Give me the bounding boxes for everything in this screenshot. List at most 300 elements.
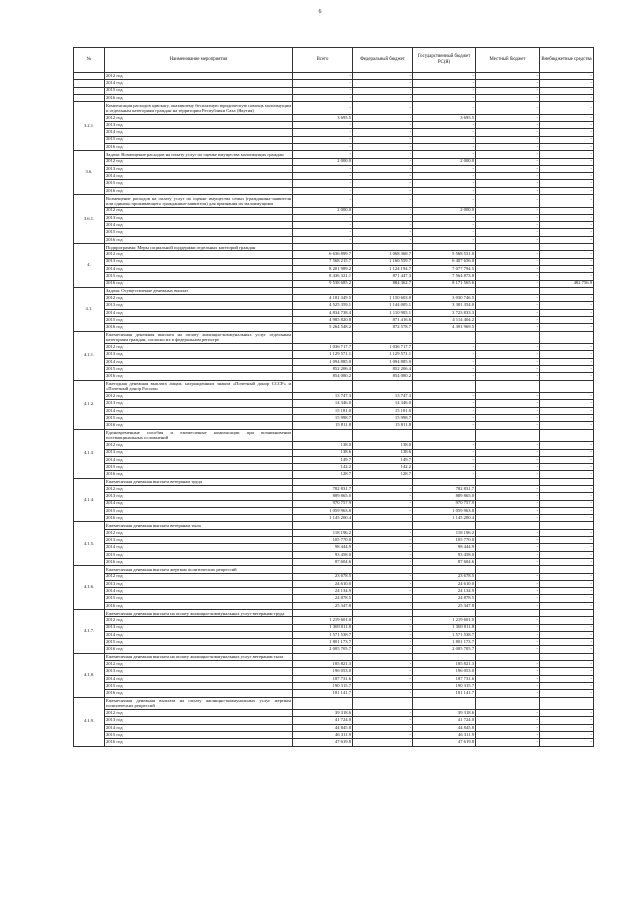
table-row	[74, 617, 594, 624]
year-cell: 2015 год	[105, 229, 293, 236]
year-cell: 2013 год	[105, 537, 293, 544]
state-cell: -	[413, 187, 476, 194]
col-header-total: Всего	[293, 48, 353, 73]
extrabudget-cell: -	[540, 344, 594, 351]
local-cell: -	[476, 114, 540, 121]
local-cell	[476, 287, 540, 294]
local-cell	[476, 566, 540, 573]
extrabudget-cell: -	[540, 302, 594, 309]
state-cell	[413, 331, 476, 344]
total-cell: -	[293, 122, 353, 129]
total-cell: 15 181.0	[293, 407, 353, 414]
extrabudget-cell: -	[540, 214, 594, 221]
table-section-row	[74, 195, 594, 208]
row-number-cell: 4.1.8.	[74, 653, 105, 697]
local-cell: -	[476, 690, 540, 697]
table-row	[74, 732, 594, 739]
total-cell: 2 000.0	[293, 207, 353, 214]
state-cell: -	[413, 73, 476, 80]
table-row	[74, 316, 594, 323]
row-number-cell: 4.1.3.	[74, 429, 105, 478]
total-cell: 47 619.8	[293, 739, 353, 746]
local-cell: -	[476, 180, 540, 187]
table-section-row	[74, 331, 594, 344]
federal-cell: -	[353, 507, 413, 514]
state-cell: -	[413, 464, 476, 471]
table-section-row	[74, 478, 594, 485]
local-cell	[476, 522, 540, 529]
extrabudget-cell: -	[540, 222, 594, 229]
state-cell: 6 407 656.0	[413, 258, 476, 265]
year-cell: 2012 год	[105, 442, 293, 449]
extrabudget-cell: -	[540, 229, 594, 236]
table-row	[74, 407, 594, 414]
local-cell	[476, 610, 540, 617]
extrabudget-cell: -	[540, 316, 594, 323]
extrabudget-cell: -	[540, 114, 594, 121]
year-cell: 2013 год	[105, 400, 293, 407]
state-cell: -	[413, 393, 476, 400]
local-cell: -	[476, 544, 540, 551]
state-cell: -	[413, 422, 476, 429]
year-cell: 2016 год	[105, 515, 293, 522]
row-number-cell	[74, 80, 105, 87]
federal-cell: 872 578.7	[353, 324, 413, 331]
state-cell: 181 141.7	[413, 690, 476, 697]
table-row	[74, 324, 594, 331]
year-cell: 2012 год	[105, 529, 293, 536]
local-cell: -	[476, 515, 540, 522]
total-cell	[293, 244, 353, 251]
total-cell: 149.7	[293, 456, 353, 463]
federal-cell: -	[353, 739, 413, 746]
table-row	[74, 87, 594, 94]
extrabudget-cell: -	[540, 258, 594, 265]
total-cell: 190 315.7	[293, 682, 353, 689]
local-cell: -	[476, 682, 540, 689]
state-cell: 39 318.6	[413, 710, 476, 717]
total-cell: 105 770.0	[293, 537, 353, 544]
federal-cell: 884 362.7	[353, 280, 413, 287]
federal-cell: 1 129 571.1	[353, 351, 413, 358]
local-cell: -	[476, 324, 540, 331]
table-row	[74, 165, 594, 172]
table-row	[74, 373, 594, 380]
federal-cell: -	[353, 94, 413, 101]
table-row	[74, 471, 594, 478]
local-cell: -	[476, 187, 540, 194]
year-cell: 2013 год	[105, 580, 293, 587]
extrabudget-cell: -	[540, 295, 594, 302]
local-cell: -	[476, 102, 540, 115]
total-cell: 1 369 011.8	[293, 624, 353, 631]
activity-name-cell: Единовременные пособия и ежемесячные компенсации при возникновении поствакцинальных осложнений	[106, 430, 291, 441]
local-cell: -	[476, 602, 540, 609]
federal-cell: -	[353, 195, 413, 208]
year-cell: 2016 год	[105, 94, 293, 101]
federal-cell: 138.6	[353, 449, 413, 456]
federal-cell: -	[353, 631, 413, 638]
extrabudget-cell: -	[540, 195, 594, 208]
extrabudget-cell: -	[540, 456, 594, 463]
federal-cell: -	[353, 595, 413, 602]
extrabudget-cell: -	[540, 515, 594, 522]
extrabudget-cell	[540, 478, 594, 485]
table-row	[74, 675, 594, 682]
table-row	[74, 710, 594, 717]
row-number-cell: 4.1.5.	[74, 522, 105, 566]
state-cell: 187 731.6	[413, 675, 476, 682]
year-cell: 2013 год	[105, 165, 293, 172]
local-cell: -	[476, 366, 540, 373]
table-row	[74, 302, 594, 309]
local-cell: -	[476, 739, 540, 746]
activity-name-cell: Задача: Осуществление денежных выплат	[105, 287, 293, 294]
year-cell: 2015 год	[105, 316, 293, 323]
year-cell: 2014 год	[105, 222, 293, 229]
state-cell: 1 801 173.7	[413, 639, 476, 646]
local-cell: -	[476, 442, 540, 449]
year-cell: 2014 год	[105, 80, 293, 87]
total-cell: -	[293, 180, 353, 187]
year-cell: 2013 год	[105, 493, 293, 500]
extrabudget-cell: -	[540, 393, 594, 400]
local-cell: -	[476, 80, 540, 87]
extrabudget-cell: -	[540, 717, 594, 724]
total-cell	[293, 522, 353, 529]
state-cell	[413, 380, 476, 393]
total-cell: 1 219 601.0	[293, 617, 353, 624]
state-cell: 3 030 746.5	[413, 295, 476, 302]
state-cell: -	[413, 214, 476, 221]
local-cell: -	[476, 136, 540, 143]
total-cell: -	[293, 136, 353, 143]
extrabudget-cell: -	[540, 595, 594, 602]
federal-cell	[353, 522, 413, 529]
local-cell: -	[476, 507, 540, 514]
federal-cell: -	[353, 661, 413, 668]
total-cell: 23 678.5	[293, 573, 353, 580]
table-section-row	[74, 287, 594, 294]
year-cell: 2014 год	[105, 265, 293, 272]
total-cell: 15 811.8	[293, 422, 353, 429]
state-cell: -	[413, 180, 476, 187]
activity-name-cell: Подпрограмма: Меры социальной поддержки отдельных категорий граждан	[105, 244, 293, 251]
federal-cell: -	[353, 187, 413, 194]
table-row	[74, 464, 594, 471]
year-cell: 2012 год	[105, 486, 293, 493]
year-cell: 2012 год	[105, 158, 293, 165]
state-cell	[413, 566, 476, 573]
local-cell: -	[476, 73, 540, 80]
table-row	[74, 129, 594, 136]
state-cell: -	[413, 229, 476, 236]
extrabudget-cell: -	[540, 173, 594, 180]
federal-cell: -	[353, 129, 413, 136]
extrabudget-cell	[540, 697, 594, 710]
total-cell: 185 821.3	[293, 661, 353, 668]
extrabudget-cell: -	[540, 129, 594, 136]
table-row	[74, 344, 594, 351]
local-cell: -	[476, 265, 540, 272]
table-row	[74, 229, 594, 236]
local-cell: -	[476, 422, 540, 429]
federal-cell: -	[353, 229, 413, 236]
state-cell: 93 458.0	[413, 551, 476, 558]
table-row	[74, 558, 594, 565]
state-cell	[413, 244, 476, 251]
total-cell: 6 636 899.7	[293, 251, 353, 258]
local-cell	[476, 653, 540, 660]
page-number: 6	[318, 9, 322, 15]
state-cell: 8 171 565.6	[413, 280, 476, 287]
extrabudget-cell	[540, 610, 594, 617]
table-row	[74, 358, 594, 365]
federal-cell: -	[353, 573, 413, 580]
federal-cell: 871 447.3	[353, 273, 413, 280]
total-cell: 5 264 548.2	[293, 324, 353, 331]
table-row	[74, 351, 594, 358]
federal-cell: 1 144 005.1	[353, 302, 413, 309]
year-cell: 2014 год	[105, 500, 293, 507]
table-body	[74, 73, 594, 747]
year-cell: 2016 год	[105, 602, 293, 609]
table-row	[74, 639, 594, 646]
table-row	[74, 236, 594, 243]
federal-cell: -	[353, 493, 413, 500]
table-row	[74, 295, 594, 302]
total-cell: 4 834 738.4	[293, 309, 353, 316]
year-cell: 2015 год	[105, 366, 293, 373]
year-cell: 2012 год	[105, 114, 293, 121]
table-section-row	[74, 380, 594, 393]
local-cell: -	[476, 415, 540, 422]
extrabudget-cell: -	[540, 500, 594, 507]
table-section-row	[74, 653, 594, 660]
year-cell: 2015 год	[105, 595, 293, 602]
extrabudget-cell: -	[540, 324, 594, 331]
state-cell: 7 077 794.5	[413, 265, 476, 272]
year-cell: 2014 год	[105, 456, 293, 463]
total-cell: 2 005 705.7	[293, 646, 353, 653]
col-header-state: Государственный бюджет РС(Я)	[413, 48, 476, 73]
table-row	[74, 624, 594, 631]
state-cell	[413, 429, 476, 442]
federal-cell: -	[353, 80, 413, 87]
activity-name-cell: Ежемесячная денежная выплата на оплату жилищно-коммунальных услуг отдельным категориям граждан, согласно их в федеральном регистре	[106, 332, 291, 343]
total-cell: 852 206.4	[293, 366, 353, 373]
federal-cell: 852 206.4	[353, 366, 413, 373]
row-number-cell: 4.1.4.	[74, 478, 105, 522]
federal-cell: 1 160 559.7	[353, 258, 413, 265]
table-row	[74, 187, 594, 194]
state-cell: 46 311.9	[413, 732, 476, 739]
col-header-number: №	[74, 48, 105, 73]
federal-cell: 871 416.6	[353, 316, 413, 323]
federal-cell: -	[353, 646, 413, 653]
year-cell: 2014 год	[105, 631, 293, 638]
local-cell: -	[476, 280, 540, 287]
table-section-row	[74, 610, 594, 617]
total-cell: 4 181 349.5	[293, 295, 353, 302]
federal-cell: -	[353, 668, 413, 675]
local-cell: -	[476, 551, 540, 558]
local-cell: -	[476, 236, 540, 243]
extrabudget-cell: -	[540, 143, 594, 150]
table-row	[74, 122, 594, 129]
extrabudget-cell: -	[540, 602, 594, 609]
extrabudget-cell: -	[540, 675, 594, 682]
local-cell: -	[476, 173, 540, 180]
row-number-cell: 3.6.1.	[74, 195, 105, 244]
total-cell: 970 757.9	[293, 500, 353, 507]
table-section-row	[74, 102, 594, 115]
table-row	[74, 265, 594, 272]
local-cell: -	[476, 344, 540, 351]
federal-cell: -	[353, 102, 413, 115]
extrabudget-cell: -	[540, 732, 594, 739]
year-cell: 2013 год	[105, 624, 293, 631]
extrabudget-cell: -	[540, 415, 594, 422]
federal-cell	[353, 287, 413, 294]
state-cell: 4 391 969.5	[413, 324, 476, 331]
state-cell: 1 219 601.0	[413, 617, 476, 624]
federal-cell: -	[353, 180, 413, 187]
table-row	[74, 646, 594, 653]
total-cell: 187 731.6	[293, 675, 353, 682]
federal-cell: -	[353, 122, 413, 129]
year-cell: 2013 год	[105, 668, 293, 675]
extrabudget-cell: -	[540, 668, 594, 675]
local-cell: -	[476, 617, 540, 624]
local-cell: -	[476, 661, 540, 668]
federal-cell	[353, 478, 413, 485]
federal-cell: -	[353, 588, 413, 595]
state-cell: 24 878.5	[413, 595, 476, 602]
extrabudget-cell	[540, 522, 594, 529]
local-cell: -	[476, 500, 540, 507]
federal-cell: -	[353, 558, 413, 565]
federal-cell: -	[353, 222, 413, 229]
federal-cell: 142.2	[353, 464, 413, 471]
total-cell: -	[293, 94, 353, 101]
table-row	[74, 500, 594, 507]
year-cell: 2012 год	[105, 73, 293, 80]
row-number-cell	[74, 87, 105, 94]
local-cell: -	[476, 675, 540, 682]
federal-cell: -	[353, 158, 413, 165]
total-cell: 13 747.3	[293, 393, 353, 400]
year-cell: 2015 год	[105, 180, 293, 187]
total-cell: 2 000.0	[293, 158, 353, 165]
extrabudget-cell: -	[540, 580, 594, 587]
local-cell: -	[476, 351, 540, 358]
table-row	[74, 143, 594, 150]
federal-cell	[353, 244, 413, 251]
extrabudget-cell: -	[540, 151, 594, 158]
local-cell: -	[476, 529, 540, 536]
state-cell	[413, 478, 476, 485]
local-cell	[476, 331, 540, 344]
table-row	[74, 739, 594, 746]
extrabudget-cell: -	[540, 94, 594, 101]
state-cell: 41 724.0	[413, 717, 476, 724]
extrabudget-cell: -	[540, 400, 594, 407]
total-cell	[293, 697, 353, 710]
state-cell: 1 369 011.8	[413, 624, 476, 631]
table-row	[74, 724, 594, 731]
extrabudget-cell: -	[540, 464, 594, 471]
extrabudget-cell: -	[540, 493, 594, 500]
state-cell: 7 564 873.8	[413, 273, 476, 280]
local-cell: -	[476, 471, 540, 478]
federal-cell	[353, 610, 413, 617]
federal-cell: 128.7	[353, 471, 413, 478]
year-cell: 2016 год	[105, 646, 293, 653]
year-cell: 2014 год	[105, 129, 293, 136]
table-header-row	[74, 48, 594, 73]
extrabudget-cell: -	[540, 631, 594, 638]
extrabudget-cell: -	[540, 639, 594, 646]
extrabudget-cell: -	[540, 407, 594, 414]
extrabudget-cell: -	[540, 690, 594, 697]
state-cell: -	[413, 122, 476, 129]
state-cell: -	[413, 407, 476, 414]
federal-cell: -	[353, 682, 413, 689]
local-cell: -	[476, 456, 540, 463]
extrabudget-cell	[540, 566, 594, 573]
federal-cell: -	[353, 724, 413, 731]
local-cell: -	[476, 573, 540, 580]
table-row	[74, 422, 594, 429]
state-cell: 23 678.5	[413, 573, 476, 580]
year-cell: 2015 год	[105, 639, 293, 646]
total-cell: 24 610.0	[293, 580, 353, 587]
row-number-cell: 4.1.	[74, 287, 105, 331]
extrabudget-cell: -	[540, 558, 594, 565]
table-row	[74, 400, 594, 407]
total-cell: 128.7	[293, 471, 353, 478]
state-cell: -	[413, 400, 476, 407]
total-cell	[293, 566, 353, 573]
state-cell	[413, 522, 476, 529]
local-cell: -	[476, 639, 540, 646]
local-cell: -	[476, 358, 540, 365]
year-cell: 2014 год	[105, 358, 293, 365]
total-cell: 8 201 989.2	[293, 265, 353, 272]
year-cell: 2014 год	[105, 588, 293, 595]
federal-cell	[353, 380, 413, 393]
extrabudget-cell: 482 756.9	[540, 280, 594, 287]
year-cell: 2015 год	[105, 273, 293, 280]
state-cell: -	[413, 366, 476, 373]
extrabudget-cell: -	[540, 102, 594, 115]
local-cell: -	[476, 588, 540, 595]
year-cell: 2015 год	[105, 732, 293, 739]
state-cell: -	[413, 173, 476, 180]
activity-name-cell: Ежемесячная денежная выплата на оплату жилищно-коммунальных услуг ветеранам тыла	[105, 653, 293, 660]
table-row	[74, 668, 594, 675]
local-cell: -	[476, 251, 540, 258]
year-cell: 2014 год	[105, 407, 293, 414]
extrabudget-cell	[540, 429, 594, 442]
local-cell: -	[476, 316, 540, 323]
state-cell: 1 059 963.8	[413, 507, 476, 514]
year-cell: 2012 год	[105, 344, 293, 351]
local-cell: -	[476, 158, 540, 165]
table-row	[74, 580, 594, 587]
local-cell	[476, 478, 540, 485]
